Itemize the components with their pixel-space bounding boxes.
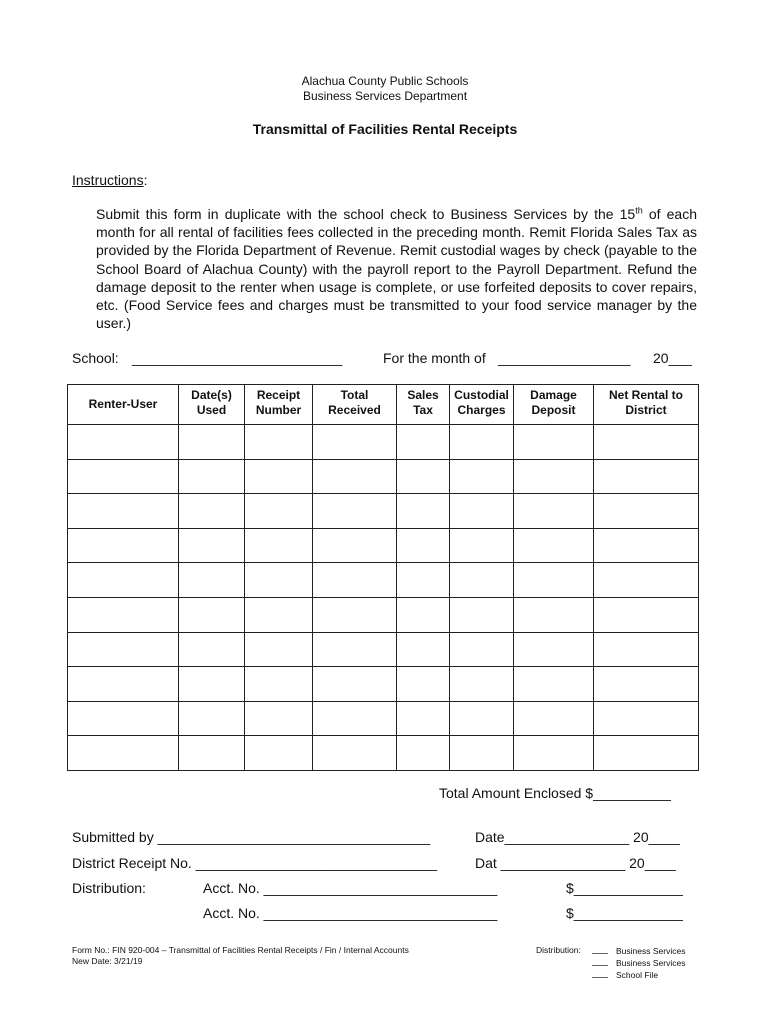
instructions-text-part2: of each month for all rental of facilities fees collected in the preceding month. Remit Florida Sales Tax as provided by the Florida Department of Revenue. Remit custodial wages by check (payable to the School Board of Alachua County) with the payroll report to the Payroll Department. Refund the damage deposit to the renter when usage is complete, or use forfeited deposits to cover repairs, etc. (Food Service fees and charges must be transmitted to your food service manager by the user.) <box>96 206 697 332</box>
distribution-item-label: Business Services <box>616 958 686 968</box>
table-cell[interactable] <box>514 459 594 494</box>
table-cell[interactable] <box>514 597 594 632</box>
column-header-line1: Renter-User <box>88 397 158 411</box>
year-field[interactable]: 20___ <box>653 350 692 366</box>
column-header-line2: Used <box>196 403 227 417</box>
instructions-text-part1: Submit this form in duplicate with the school check to Business Services by the 15 <box>96 206 636 222</box>
acct-no-field-1[interactable]: Acct. No. ______________________________ <box>203 880 498 896</box>
distribution-item-label: Business Services <box>616 946 686 956</box>
form-date: New Date: 3/21/19 <box>72 956 143 966</box>
column-header-line1: Sales <box>407 388 439 402</box>
table-cell[interactable] <box>514 632 594 667</box>
table-cell[interactable] <box>179 528 245 563</box>
column-header-line2: Charges <box>457 403 506 417</box>
school-label: School: <box>72 350 119 366</box>
table-row <box>68 494 699 529</box>
distribution-checkline[interactable] <box>592 945 608 954</box>
table-cell[interactable] <box>68 701 179 736</box>
distribution-checkline[interactable] <box>592 969 608 978</box>
table-cell[interactable] <box>245 701 313 736</box>
instructions-text <box>96 205 697 332</box>
receipts-table <box>67 384 699 771</box>
distribution-list <box>592 945 685 981</box>
table-cell[interactable] <box>245 425 313 460</box>
table-cell[interactable] <box>450 667 514 702</box>
distribution-footer <box>536 945 685 981</box>
org-name: Alachua County Public Schools <box>301 74 469 88</box>
table-cell[interactable] <box>179 494 245 529</box>
distribution-item <box>592 957 685 969</box>
table-cell[interactable] <box>594 528 699 563</box>
table-cell[interactable] <box>68 528 179 563</box>
district-receipt-field[interactable]: District Receipt No. _______________________________ <box>72 855 438 871</box>
table-cell[interactable] <box>68 494 179 529</box>
total-amount-enclosed[interactable]: Total Amount Enclosed $__________ <box>439 785 671 801</box>
table-cell[interactable] <box>179 736 245 771</box>
table-cell[interactable] <box>68 632 179 667</box>
table-cell[interactable] <box>179 667 245 702</box>
column-header-line2: Number <box>255 403 302 417</box>
table-cell[interactable] <box>179 459 245 494</box>
amount-field-2[interactable]: $______________ <box>566 905 683 921</box>
instructions-label <box>72 172 147 188</box>
table-cell[interactable] <box>179 597 245 632</box>
table-cell[interactable] <box>594 459 699 494</box>
form-footer <box>72 945 409 967</box>
table-cell[interactable] <box>450 736 514 771</box>
distribution-checkline[interactable] <box>592 957 608 966</box>
month-label: For the month of <box>383 350 486 366</box>
form-number: Form No.: FIN 920-004 – Transmittal of Facilities Rental Receipts / Fin / Internal Accounts <box>72 945 409 955</box>
column-header-line2: Tax <box>413 403 433 417</box>
table-cell[interactable] <box>313 701 397 736</box>
table-cell[interactable] <box>68 667 179 702</box>
table-cell[interactable] <box>245 563 313 598</box>
table-cell[interactable] <box>397 425 450 460</box>
table-cell[interactable] <box>594 667 699 702</box>
table-cell[interactable] <box>594 425 699 460</box>
column-header-line1: Damage <box>530 388 577 402</box>
table-cell[interactable] <box>514 528 594 563</box>
amount-field-1[interactable]: $______________ <box>566 880 683 896</box>
school-field[interactable]: ___________________________ <box>132 350 343 366</box>
table-row <box>68 528 699 563</box>
table-row <box>68 736 699 771</box>
acct-no-field-2[interactable]: Acct. No. ______________________________ <box>203 905 498 921</box>
instructions-superscript: th <box>635 205 643 216</box>
column-header-line1: Custodial <box>454 388 509 402</box>
table-cell[interactable] <box>397 528 450 563</box>
column-header <box>245 385 313 425</box>
table-body <box>68 425 699 771</box>
table-cell[interactable] <box>514 667 594 702</box>
table-cell[interactable] <box>397 597 450 632</box>
column-header <box>397 385 450 425</box>
table-row <box>68 459 699 494</box>
table-cell[interactable] <box>397 667 450 702</box>
table-cell[interactable] <box>514 563 594 598</box>
receipt-date-field[interactable]: Dat ________________ 20____ <box>475 855 676 871</box>
column-header-line1: Receipt <box>256 388 301 402</box>
table-cell[interactable] <box>450 701 514 736</box>
table-cell[interactable] <box>397 563 450 598</box>
table-cell[interactable] <box>68 459 179 494</box>
column-header-line1: Date(s) <box>191 388 232 402</box>
table-cell[interactable] <box>594 736 699 771</box>
column-header-line1: Total <box>340 388 369 402</box>
table-cell[interactable] <box>450 425 514 460</box>
distribution-label: Distribution: <box>72 880 146 896</box>
submitted-by-field[interactable]: Submitted by ___________________________________ <box>72 829 431 845</box>
table-cell[interactable] <box>594 494 699 529</box>
table-cell[interactable] <box>594 563 699 598</box>
column-header <box>68 385 179 425</box>
instructions-label-colon: : <box>143 172 148 188</box>
table-cell[interactable] <box>179 701 245 736</box>
column-header-line2: Deposit <box>531 403 576 417</box>
instructions-label-text: Instructions <box>72 172 144 188</box>
table-cell[interactable] <box>514 425 594 460</box>
column-header <box>179 385 245 425</box>
table-cell[interactable] <box>68 736 179 771</box>
table-cell[interactable] <box>514 736 594 771</box>
column-header <box>313 385 397 425</box>
distribution-item <box>592 969 685 981</box>
table-cell[interactable] <box>245 459 313 494</box>
distribution-item <box>592 945 685 957</box>
table-row <box>68 667 699 702</box>
table-cell[interactable] <box>179 425 245 460</box>
table-cell[interactable] <box>450 632 514 667</box>
form-title: Transmittal of Facilities Rental Receipts <box>252 121 518 137</box>
table-cell[interactable] <box>594 632 699 667</box>
column-header <box>594 385 699 425</box>
table-cell[interactable] <box>245 667 313 702</box>
table-row <box>68 425 699 460</box>
table-cell[interactable] <box>514 701 594 736</box>
table-cell[interactable] <box>397 459 450 494</box>
table-cell[interactable] <box>450 528 514 563</box>
submitted-date-field[interactable]: Date________________ 20____ <box>475 829 680 845</box>
table-cell[interactable] <box>179 563 245 598</box>
table-cell[interactable] <box>514 494 594 529</box>
table-cell[interactable] <box>245 528 313 563</box>
column-header-line2: District <box>625 403 667 417</box>
table-cell[interactable] <box>245 597 313 632</box>
department-name: Business Services Department <box>302 89 468 103</box>
table-cell[interactable] <box>397 701 450 736</box>
column-header <box>450 385 514 425</box>
table-cell[interactable] <box>397 632 450 667</box>
table-cell[interactable] <box>450 563 514 598</box>
table-cell[interactable] <box>245 736 313 771</box>
column-header <box>514 385 594 425</box>
table-cell[interactable] <box>450 494 514 529</box>
table-cell[interactable] <box>245 632 313 667</box>
table-cell[interactable] <box>313 632 397 667</box>
distribution-item-label: School File <box>616 970 659 980</box>
table-cell[interactable] <box>313 597 397 632</box>
table-cell[interactable] <box>179 632 245 667</box>
table-cell[interactable] <box>594 597 699 632</box>
table-row <box>68 701 699 736</box>
table-cell[interactable] <box>450 597 514 632</box>
distribution-footer-label: Distribution: <box>536 945 581 955</box>
table-row <box>68 632 699 667</box>
table-cell[interactable] <box>313 667 397 702</box>
table-row <box>68 563 699 598</box>
table-cell[interactable] <box>68 597 179 632</box>
table-row <box>68 597 699 632</box>
table-cell[interactable] <box>313 425 397 460</box>
table-cell[interactable] <box>313 494 397 529</box>
org-header <box>0 74 770 104</box>
table-cell[interactable] <box>313 736 397 771</box>
column-header-line2: Received <box>328 403 381 417</box>
table-cell[interactable] <box>313 459 397 494</box>
table-cell[interactable] <box>450 459 514 494</box>
table-cell[interactable] <box>68 563 179 598</box>
table-cell[interactable] <box>68 425 179 460</box>
table-cell[interactable] <box>245 494 313 529</box>
table-header-row <box>68 385 699 425</box>
column-header-line1: Net Rental to <box>608 388 683 402</box>
table-cell[interactable] <box>397 736 450 771</box>
table-cell[interactable] <box>594 701 699 736</box>
table-cell[interactable] <box>313 528 397 563</box>
month-field[interactable]: _________________ <box>498 350 631 366</box>
table-cell[interactable] <box>313 563 397 598</box>
table-cell[interactable] <box>397 494 450 529</box>
